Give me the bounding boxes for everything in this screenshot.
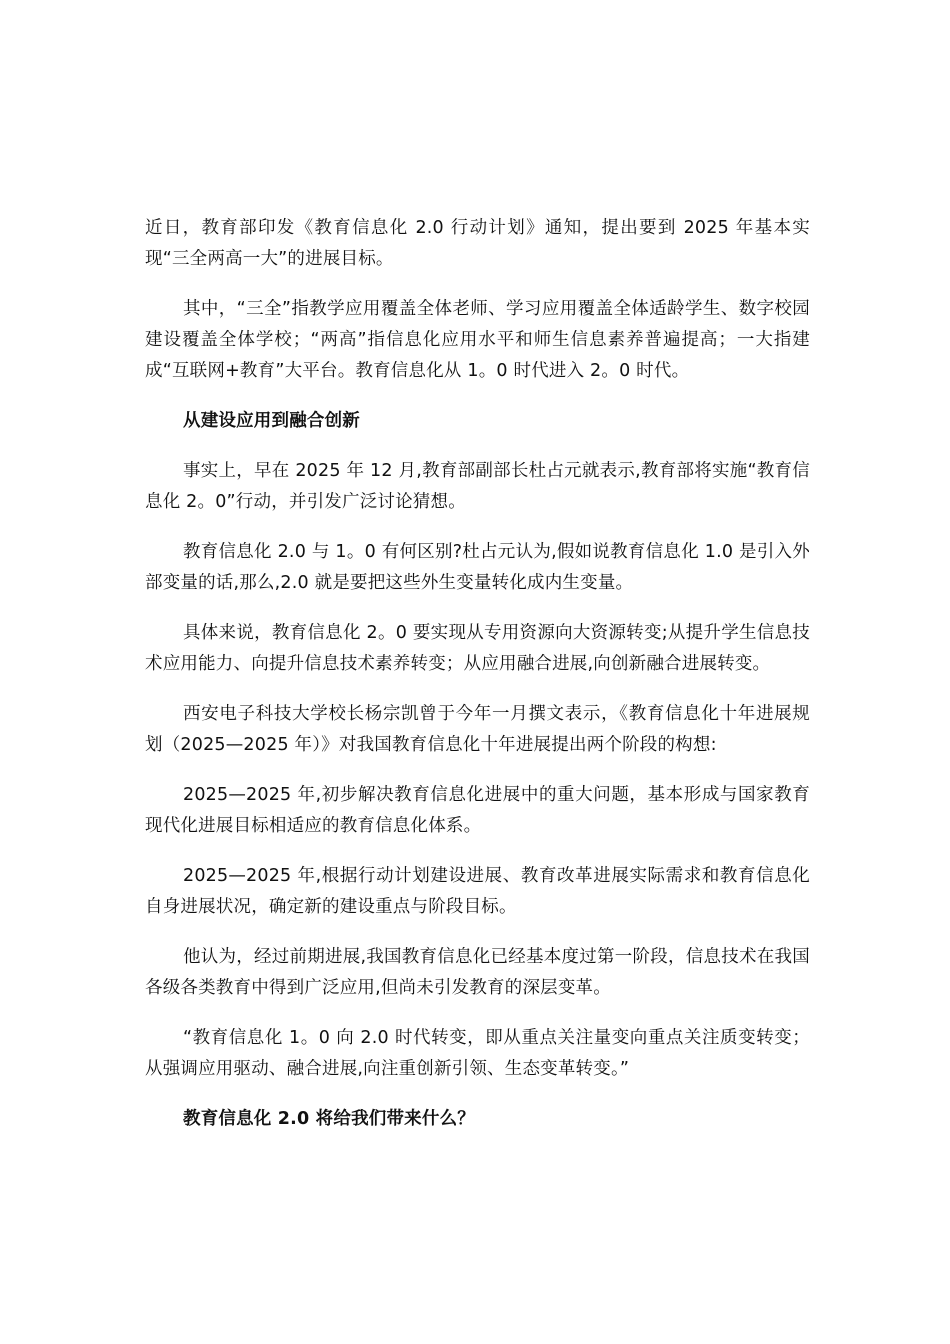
paragraph-specific-transitions: 具体来说，教育信息化 2。0 要实现从专用资源向大资源转变;从提升学生信息技术应用能力、向提升信息技术素养转变；从应用融合进展,向创新融合进展转变。 bbox=[145, 623, 810, 674]
paragraph-opinion: 他认为，经过前期进展,我国教育信息化已经基本度过第一阶段，信息技术在我国各级各类教育中得到广泛应用,但尚未引发教育的深层变革。 bbox=[145, 947, 810, 998]
section-heading-what-brings: 教育信息化 2.0 将给我们带来什么？ bbox=[183, 1109, 475, 1129]
section-heading-integration: 从建设应用到融合创新 bbox=[183, 411, 360, 431]
paragraph-stage-two: 2025—2025 年,根据行动计划建设进展、教育改革进展实际需求和教育信息化自身进展状况，确定新的建设重点与阶段目标。 bbox=[145, 866, 810, 917]
paragraph-intro: 近日，教育部印发《教育信息化 2.0 行动计划》通知，提出要到 2025 年基本实现“三全两高一大”的进展目标。 bbox=[145, 218, 810, 269]
paragraph-yang-zongkai: 西安电子科技大学校长杨宗凯曾于今年一月撰文表示，《教育信息化十年进展规划（2025—2025 年）》对我国教育信息化十年进展提出两个阶段的构想: bbox=[145, 704, 810, 755]
document-body bbox=[145, 213, 810, 1154]
paragraph-stage-one: 2025—2025 年,初步解决教育信息化进展中的重大问题，基本形成与国家教育现代化进展目标相适应的教育信息化体系。 bbox=[145, 785, 810, 836]
paragraph-du-zhanyuan-announcement: 事实上，早在 2025 年 12 月,教育部副部长杜占元就表示,教育部将实施“教育信息化 2。0”行动，并引发广泛讨论猜想。 bbox=[145, 461, 810, 512]
paragraph-three-all-two-high: 其中，“三全”指教学应用覆盖全体老师、学习应用覆盖全体适龄学生、数字校园建设覆盖全体学校；“两高”指信息化应用水平和师生信息素养普遍提高；一大指建成“互联网+教育”大平台。教育信息化从 1。0 时代进入 2。0 时代。 bbox=[145, 299, 810, 381]
paragraph-quote: “教育信息化 1。0 向 2.0 时代转变，即从重点关注量变向重点关注质变转变；从强调应用驱动、融合进展,向注重创新引领、生态变革转变。” bbox=[145, 1028, 810, 1079]
paragraph-difference-question: 教育信息化 2.0 与 1。0 有何区别?杜占元认为,假如说教育信息化 1.0 是引入外部变量的话,那么,2.0 就是要把这些外生变量转化成内生变量。 bbox=[145, 542, 810, 593]
